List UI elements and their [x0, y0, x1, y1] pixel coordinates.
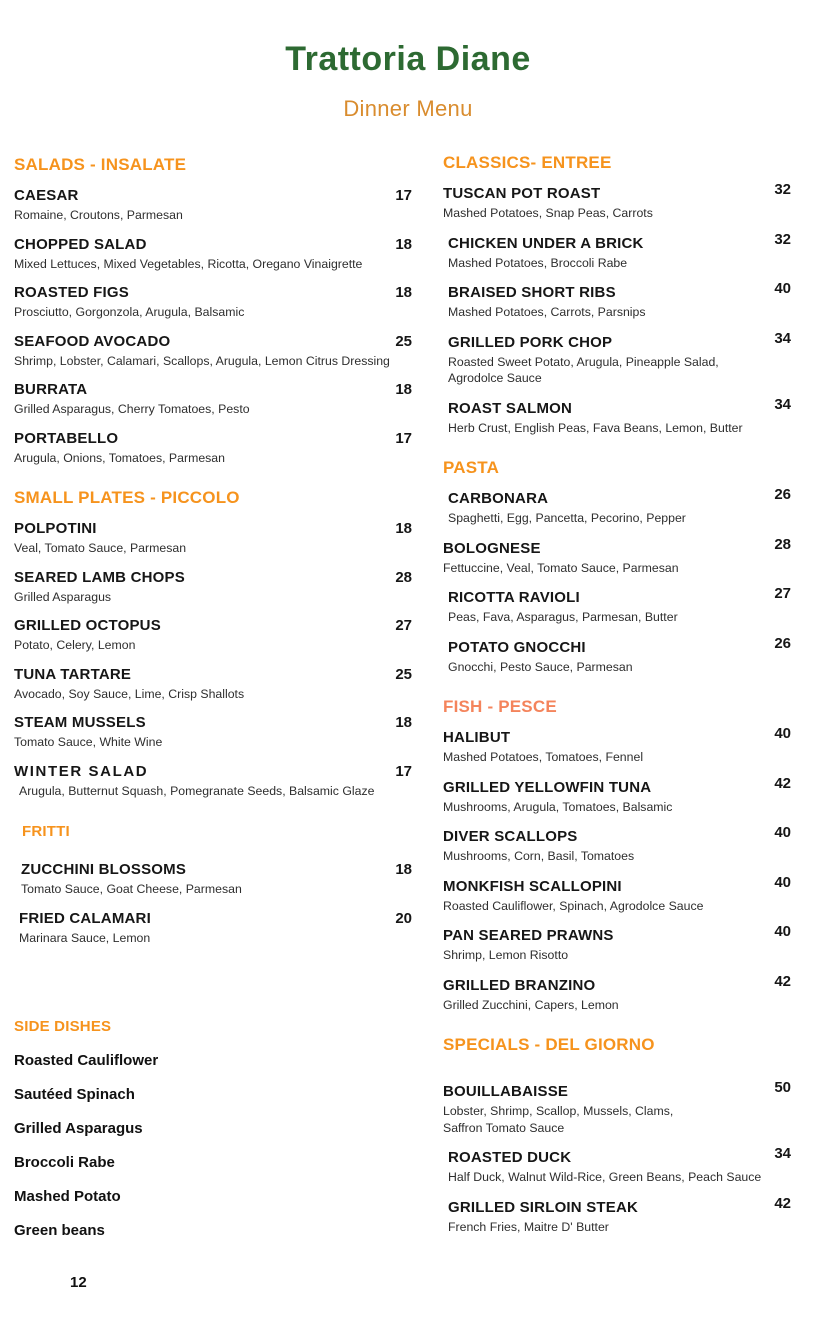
item-desc: Grilled Asparagus [14, 589, 112, 604]
item-desc: Mashed Potatoes, Snap Peas, Carrots [443, 206, 653, 220]
side-dish: Roasted Cauliflower [14, 1052, 159, 1069]
item-name: CAESAR [14, 187, 79, 204]
item-desc: Roasted Sweet Potato, Arugula, Pineapple Salad, Agrodolce Sauce [448, 354, 719, 385]
item-name: ZUCCHINI BLOSSOMS [21, 861, 187, 878]
item-desc: Mashed Potatoes, Broccoli Rabe [448, 255, 628, 270]
section-title: SALADS - INSALATE [14, 155, 187, 174]
section-title: CLASSICS- ENTREE [443, 153, 612, 172]
item-name: GRILLED SIRLOIN STEAK [448, 1198, 639, 1216]
menu-item [443, 280, 791, 321]
item-name: POLPOTINI [14, 520, 97, 537]
section-specials [443, 1035, 791, 1235]
item-price: 26 [774, 634, 791, 652]
menu-header [0, 40, 816, 122]
item-price: 40 [774, 923, 791, 940]
section-title: FRITTI [22, 823, 70, 840]
item-desc: Mixed Lettuces, Mixed Vegetables, Ricotta, Oregano Vinaigrette [14, 256, 363, 271]
menu-item [14, 763, 412, 800]
item-price: 17 [395, 429, 412, 447]
item-name: PORTABELLO [14, 429, 119, 447]
item-name: BOLOGNESE [443, 539, 541, 557]
menu-item [443, 329, 791, 387]
item-price: 18 [395, 284, 412, 301]
item-name: RICOTTA RAVIOLI [448, 589, 580, 606]
item-price: 42 [774, 972, 791, 990]
item-price: 18 [395, 861, 412, 878]
side-dishes-price: 12 [70, 1274, 87, 1291]
menu-item [14, 236, 412, 273]
menu-item [14, 430, 412, 467]
item-desc: French Fries, Maitre D' Butter [448, 1219, 609, 1234]
menu-item [14, 187, 412, 224]
menu-item [443, 181, 791, 222]
section-title: SPECIALS - DEL GIORNO [443, 1035, 655, 1054]
item-name: CARBONARA [448, 490, 549, 507]
item-price: 28 [774, 535, 791, 553]
menu-item [14, 617, 412, 654]
menu-item [443, 824, 791, 865]
section-title: SIDE DISHES [14, 1018, 112, 1035]
item-name: CHICKEN UNDER A BRICK [448, 234, 644, 252]
item-name: FRIED CALAMARI [19, 909, 151, 927]
item-desc: Marinara Sauce, Lemon [19, 930, 151, 945]
section-small-plates [14, 488, 412, 799]
item-name: GRILLED PORK CHOP [448, 333, 613, 351]
restaurant-name: Trattoria Diane [285, 40, 531, 78]
menu-item [443, 395, 791, 437]
section-salads [14, 155, 412, 466]
section-title: FISH - PESCE [443, 697, 557, 716]
menu-item [443, 1194, 791, 1236]
menu-item [443, 486, 791, 527]
menu-item [443, 923, 791, 964]
side-dish: Grilled Asparagus [14, 1120, 143, 1137]
right-column [443, 148, 791, 1248]
item-price: 18 [395, 520, 412, 537]
item-desc: Herb Crust, English Peas, Fava Beans, Lemon, Butter [448, 420, 743, 435]
item-desc: Grilled Asparagus, Cherry Tomatoes, Pesto [14, 402, 250, 416]
item-desc: Lobster, Shrimp, Scallop, Mussels, Clams, Saffron Tomato Sauce [443, 1104, 674, 1135]
menu-item [14, 666, 412, 703]
section-fritti [14, 823, 412, 946]
item-desc: Mushrooms, Arugula, Tomatoes, Balsamic [443, 799, 673, 814]
item-name: BOUILLABAISSE [443, 1083, 569, 1100]
item-desc: Veal, Tomato Sauce, Parmesan [14, 541, 187, 555]
item-name: HALIBUT [443, 729, 511, 746]
item-name: ROAST SALMON [448, 399, 573, 417]
item-desc: Grilled Zucchini, Capers, Lemon [443, 997, 619, 1012]
item-desc: Roasted Cauliflower, Spinach, Agrodolce Sauce [443, 898, 704, 913]
menu-item [14, 333, 412, 370]
item-price: 42 [774, 774, 791, 792]
item-name: TUNA TARTARE [14, 665, 132, 683]
menu-item [14, 569, 412, 606]
menu-item [443, 972, 791, 1014]
menu-item [443, 1145, 791, 1186]
item-desc: Tomato Sauce, White Wine [14, 735, 163, 749]
item-desc: Avocado, Soy Sauce, Lime, Crisp Shallots [14, 686, 245, 701]
item-desc: Mushrooms, Corn, Basil, Tomatoes [443, 849, 635, 863]
menu-item [14, 861, 412, 898]
side-dish: Mashed Potato [14, 1188, 121, 1205]
menu-item [14, 910, 412, 947]
item-price: 25 [395, 665, 412, 683]
item-name: ROASTED DUCK [448, 1149, 572, 1166]
menu-subtitle: Dinner Menu [343, 96, 473, 121]
item-price: 17 [395, 762, 412, 780]
menu-item [443, 230, 791, 272]
menu-item [14, 520, 412, 557]
item-price: 50 [774, 1079, 791, 1096]
item-price: 18 [395, 381, 412, 398]
menu-item [443, 535, 791, 577]
section-side-dishes [14, 1018, 412, 1291]
menu-item [443, 725, 791, 766]
left-column [14, 150, 412, 1291]
item-price: 34 [774, 329, 791, 347]
item-price: 32 [774, 181, 791, 198]
item-price: 28 [395, 568, 412, 586]
item-name: ROASTED FIGS [14, 284, 129, 301]
item-desc: Fettuccine, Veal, Tomato Sauce, Parmesan [443, 560, 679, 575]
item-price: 40 [774, 280, 791, 297]
item-desc: Peas, Fava, Asparagus, Parmesan, Butter [448, 610, 678, 624]
section-fish [443, 697, 791, 1013]
item-desc: Prosciutto, Gorgonzola, Arugula, Balsamic [14, 305, 245, 319]
item-name: DIVER SCALLOPS [443, 828, 578, 845]
menu-item [443, 585, 791, 626]
item-price: 32 [774, 230, 791, 248]
item-price: 40 [774, 725, 791, 742]
item-price: 27 [395, 617, 412, 634]
item-price: 20 [395, 909, 412, 927]
item-desc: Mashed Potatoes, Carrots, Parsnips [448, 305, 646, 319]
item-desc: Mashed Potatoes, Tomatoes, Fennel [443, 750, 644, 764]
item-name: TUSCAN POT ROAST [443, 185, 601, 202]
menu-item [14, 714, 412, 751]
item-price: 42 [774, 1194, 791, 1212]
item-name: BURRATA [14, 381, 88, 398]
section-pasta [443, 458, 791, 675]
side-dish: Broccoli Rabe [14, 1154, 115, 1171]
item-desc: Gnocchi, Pesto Sauce, Parmesan [448, 659, 633, 674]
item-desc: Shrimp, Lobster, Calamari, Scallops, Arugula, Lemon Citrus Dressing [14, 353, 390, 368]
item-name: CHOPPED SALAD [14, 235, 147, 253]
item-desc: Potato, Celery, Lemon [14, 638, 136, 652]
section-classics [443, 153, 791, 436]
item-desc: Romaine, Croutons, Parmesan [14, 208, 183, 222]
item-desc: Half Duck, Walnut Wild-Rice, Green Beans, Peach Sauce [448, 1170, 762, 1184]
item-name: GRILLED OCTOPUS [14, 617, 161, 634]
item-price: 17 [395, 187, 412, 204]
item-name: SEARED LAMB CHOPS [14, 568, 185, 586]
menu-item [443, 1079, 791, 1136]
item-desc: Arugula, Onions, Tomatoes, Parmesan [14, 450, 225, 465]
item-desc: Arugula, Butternut Squash, Pomegranate Seeds, Balsamic Glaze [19, 783, 375, 798]
item-price: 27 [774, 585, 791, 602]
item-name: PAN SEARED PRAWNS [443, 927, 614, 944]
item-price: 25 [395, 332, 412, 350]
section-title: SMALL PLATES - PICCOLO [14, 488, 240, 507]
item-name: SEAFOOD AVOCADO [14, 332, 171, 350]
menu-item [443, 774, 791, 816]
item-desc: Tomato Sauce, Goat Cheese, Parmesan [21, 882, 242, 896]
menu-item [14, 381, 412, 418]
item-name: WINTER SALAD [14, 762, 149, 780]
item-desc: Shrimp, Lemon Risotto [443, 948, 569, 962]
item-price: 18 [395, 235, 412, 253]
item-name: STEAM MUSSELS [14, 714, 146, 731]
item-name: GRILLED YELLOWFIN TUNA [443, 778, 652, 796]
item-desc: Spaghetti, Egg, Pancetta, Pecorino, Pepper [448, 511, 686, 525]
menu-item [443, 634, 791, 676]
item-price: 40 [774, 873, 791, 891]
menu-item [14, 284, 412, 321]
side-dish: Green beans [14, 1222, 105, 1239]
item-name: BRAISED SHORT RIBS [448, 284, 616, 301]
item-name: GRILLED BRANZINO [443, 976, 596, 994]
item-price: 34 [774, 1145, 791, 1162]
item-name: POTATO GNOCCHI [448, 638, 586, 656]
item-name: MONKFISH SCALLOPINI [443, 877, 622, 895]
menu-item [443, 873, 791, 915]
item-price: 18 [395, 714, 412, 731]
side-dish: Sautéed Spinach [14, 1086, 135, 1103]
section-title: PASTA [443, 458, 500, 477]
item-price: 40 [774, 824, 791, 841]
item-price: 34 [774, 395, 791, 413]
item-price: 26 [774, 486, 791, 503]
